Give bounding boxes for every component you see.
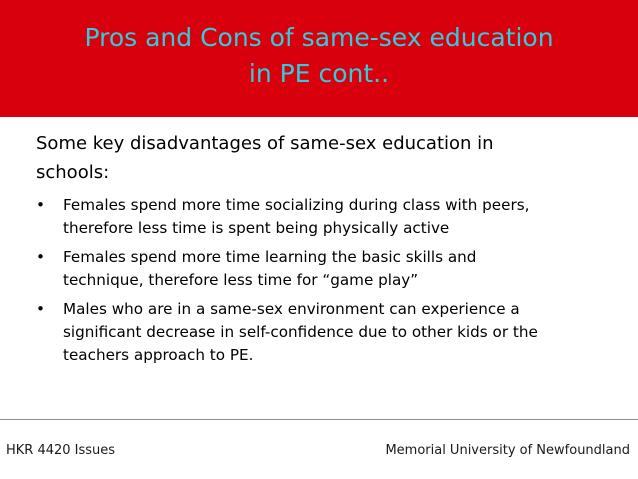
bullet-line: technique, therefore less time for “game play”: [63, 271, 419, 289]
bullet-item: [36, 246, 616, 292]
footer-university-label: Memorial University of Newfoundland: [385, 443, 630, 458]
bullet-line: teachers approach to PE.: [63, 346, 254, 364]
bullet-line: significant decrease in self-confidence due to other kids or the: [63, 323, 538, 341]
slide-title-line-2: in PE cont..: [248, 59, 390, 88]
intro-text: [36, 129, 616, 187]
intro-line-2: schools:: [36, 162, 110, 183]
bullet-line: Females spend more time learning the basic skills and: [63, 248, 477, 266]
bullet-line: Females spend more time socializing during class with peers,: [63, 196, 530, 214]
footer-course-label: HKR 4420 Issues: [6, 443, 116, 458]
slide-title-line-1: Pros and Cons of same-sex education: [84, 23, 554, 52]
intro-line-1: Some key disadvantages of same-sex education in: [36, 133, 494, 154]
bullet-line: therefore less time is spent being physically active: [63, 219, 450, 237]
bullet-list: [36, 194, 616, 373]
bullet-dot: •: [36, 300, 45, 318]
bullet-line: Males who are in a same-sex environment can experience a: [63, 300, 520, 318]
bullet-item: [36, 194, 616, 240]
footer-divider: [0, 419, 638, 420]
bullet-item: [36, 298, 616, 367]
slide-title: [0, 20, 638, 92]
bullet-dot: •: [36, 248, 45, 266]
bullet-dot: •: [36, 196, 45, 214]
